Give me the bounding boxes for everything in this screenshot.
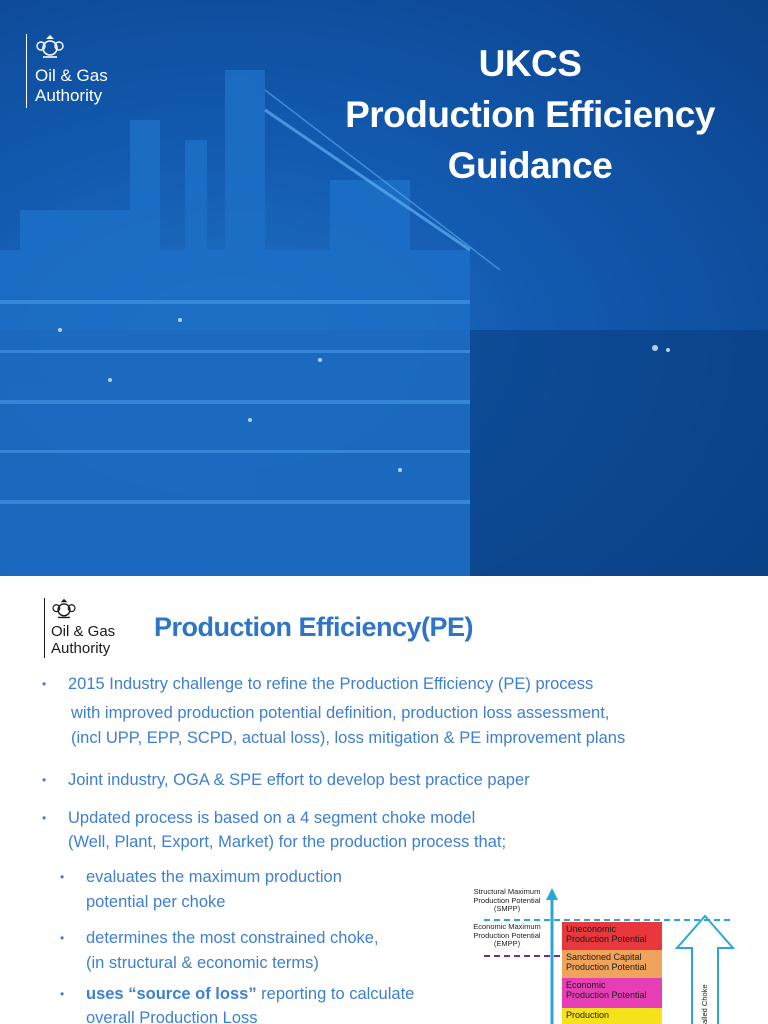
smpp-label: Structural Maximum Production Potential (SMPP) <box>473 887 541 913</box>
bullet-dot-icon: • <box>42 677 47 691</box>
choke-model-diagram <box>462 886 752 1024</box>
royal-crest-icon <box>35 34 65 60</box>
segment-uneconomic: Uneconomic Production Potential <box>562 922 662 950</box>
segment-economic: Economic Production Potential <box>562 978 662 1008</box>
segment-production: Production <box>562 1008 662 1024</box>
axis-arrowhead <box>546 888 558 900</box>
logo-line-1: Oil & Gas <box>51 623 116 640</box>
slide-heading: Production Efficiency(PE) <box>154 612 474 642</box>
empp-label: Economic Maximum Production Potential (EMPP) <box>473 922 541 948</box>
cover-title <box>300 38 760 191</box>
logo-line-2: Authority <box>35 86 103 105</box>
logo-line-2: Authority <box>51 640 111 657</box>
bullet-dot-icon: • <box>42 773 47 787</box>
oga-logo <box>26 34 108 108</box>
pe-slide: Oil & Gas Authority Production Efficiency(PE) • 2015 Industry challenge to refine the Production Efficiency (PE) process with improved production potential definition, production loss assessment, (incl UPP, EPP, SCPD, actual loss), loss mitigation & PE improvement plans • Joint industry, OGA & SPE effort to develop best practice paper • Updated process is based on a 4 segment choke model (Well, Plant, Export, Market) for the production process that; • evaluates the maximum production potential per choke • determines the most constrained choke, (in structural & economic terms) • uses “source of loss” reporting to calculate overall Production Loss Structural Maximum Production Potential (SMPP) Economic Maximum Production Potential (EMPP) Uneconomic Production Potential Sanctioned Capital Production Potential Economic Production Potential Production alled Choke <box>0 576 768 1024</box>
bullet-dot-icon: • <box>60 870 65 884</box>
cover-title-line-1: UKCS <box>478 43 582 84</box>
arrow-label: alled Choke <box>700 984 709 1024</box>
logo-line-1: Oil & Gas <box>35 66 108 85</box>
segment-sanctioned-capital: Sanctioned Capital Production Potential <box>562 950 662 978</box>
cover-title-line-2: Production Efficiency <box>345 94 715 135</box>
royal-crest-icon <box>51 598 77 620</box>
oga-logo-small <box>44 598 115 658</box>
bullet-dot-icon: • <box>60 987 65 1001</box>
bullet-dot-icon: • <box>60 931 65 945</box>
bullet-dot-icon: • <box>42 811 47 825</box>
cover-title-line-3: Guidance <box>447 145 613 186</box>
